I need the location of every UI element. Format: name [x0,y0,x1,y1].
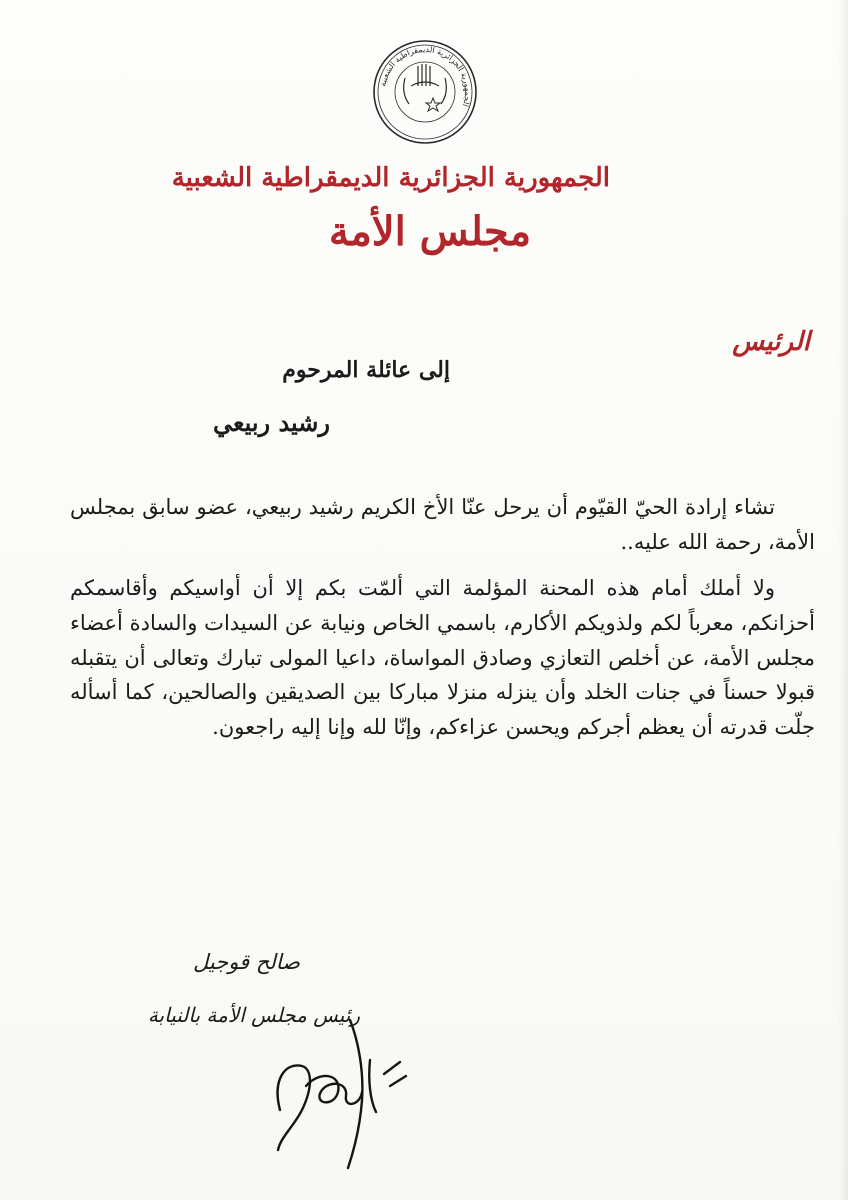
body-paragraph: ولا أملك أمام هذه المحنة المؤلمة التي ألمّت بكم إلا أن أواسيكم وأقاسمكم أحزانكم، معرباً لكم ولذويكم الأكارم، باسمي الخاص ونيابة عن السيدات والسادة أعضاء مجلس الأمة، عن أخلص التعازي وصادق المواساة، داعيا المولى تبارك وتعالى أن يتقبله قبولا حسناً في جنات الخلد وأن ينزله منزلا مباركا بين الصديقين والصالحين، كما أسأله جلّت قدرته أن يعظم أجركم ويحسن عزاءكم، وإنّا لله وإنا إليه راجعون. [70,576,815,739]
letter-body [70,490,815,744]
state-seal-icon [371,38,479,146]
page-edge-shadow [838,0,848,1200]
recipient-line: إلى عائلة المرحوم [282,357,450,383]
body-paragraph: تشاء إرادة الحيّ القيّوم أن يرحل عنّا الأخ الكريم رشيد ربيعي، عضو سابق بمجلس الأمة، رحمة الله عليه.. [70,495,815,554]
signer-name: صالح قوجيل [193,950,300,974]
office-label: الرئيس [732,327,810,357]
signer-title: رئيس مجلس الأمة بالنيابة [147,1003,360,1027]
svg-text:الجمهورية الجزائرية الديمقراطي [378,45,472,108]
seal-inscription: الجمهورية الجزائرية الديمقراطية الشعبية [378,44,473,108]
letterhead-institution: مجلس الأمة [328,208,532,255]
recipient-name: رشيد ربيعي [213,408,330,437]
handwritten-signature-icon [250,1000,420,1170]
letterhead-country: الجمهورية الجزائرية الديمقراطية الشعبية [171,163,610,193]
